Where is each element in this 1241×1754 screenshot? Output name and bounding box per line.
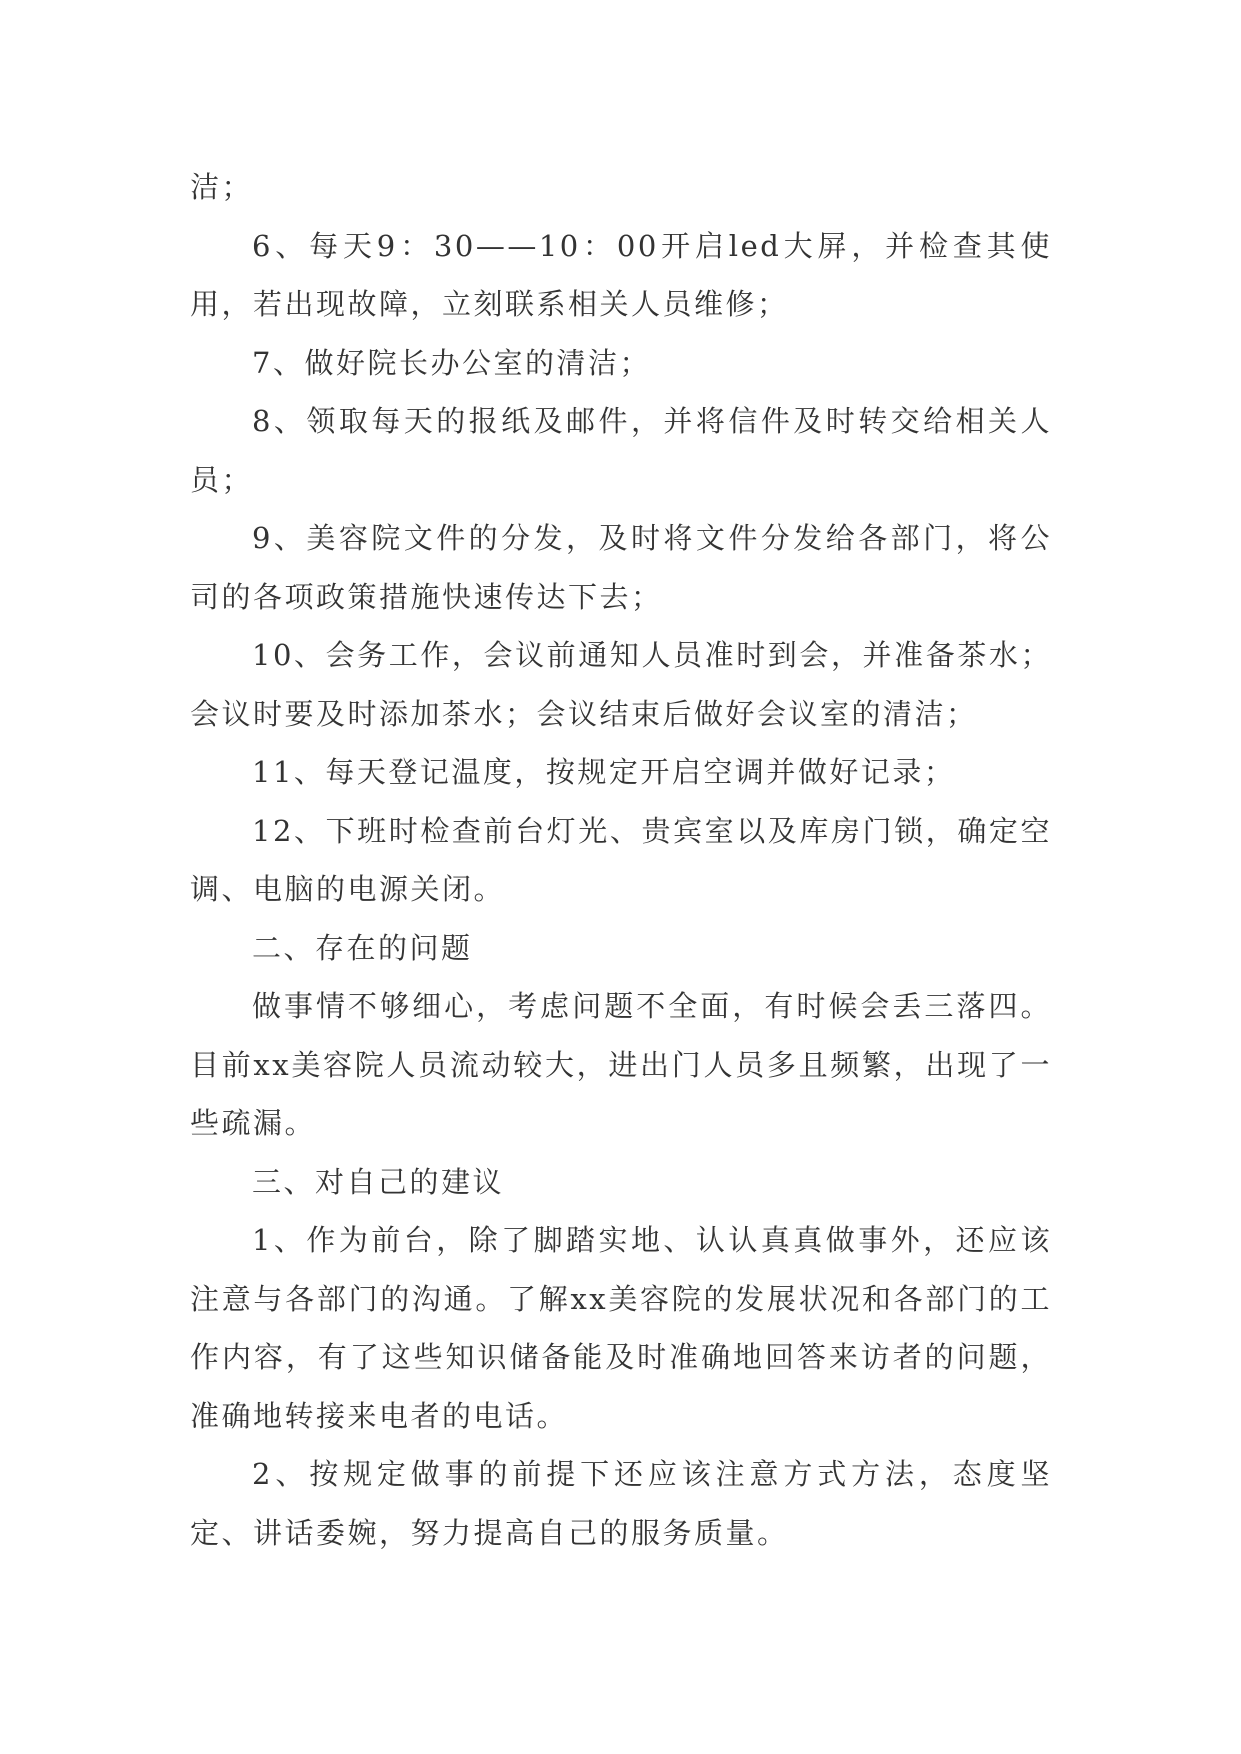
paragraph-suggestion-2: 2、按规定做事的前提下还应该注意方式方法，态度坚定、讲话委婉，努力提高自己的服务质量。 (190, 1457, 1052, 1550)
paragraph-problems: 做事情不够细心，考虑问题不全面，有时候会丢三落四。目前xx美容院人员流动较大，进出门人员多且频繁，出现了一些疏漏。 (190, 989, 1052, 1140)
document-body (190, 158, 1052, 1562)
paragraph-item-8: 8、领取每天的报纸及邮件，并将信件及时转交给相关人员； (190, 404, 1052, 497)
paragraph-continuation: 洁； (190, 170, 254, 204)
paragraph-item-6: 6、每天9：30——10：00开启led大屏，并检查其使用，若出现故障，立刻联系相关人员维修； (190, 228, 1052, 321)
paragraph-item-10: 10、会务工作，会议前通知人员准时到会，并准备茶水；会议时要及时添加茶水；会议结束后做好会议室的清洁； (190, 638, 1052, 731)
section-heading-problems: 二、存在的问题 (252, 930, 473, 965)
paragraph-item-12: 12、下班时检查前台灯光、贵宾室以及库房门锁，确定空调、电脑的电源关闭。 (190, 813, 1052, 906)
paragraph-item-9: 9、美容院文件的分发，及时将文件分发给各部门，将公司的各项政策措施快速传达下去； (190, 521, 1052, 614)
paragraph-suggestion-1: 1、作为前台，除了脚踏实地、认认真真做事外，还应该注意与各部门的沟通。了解xx美容院的发展状况和各部门的工作内容，有了这些知识储备能及时准确地回答来访者的问题，准确地转接来电者的电话。 (190, 1223, 1052, 1433)
paragraph-item-11: 11、每天登记温度，按规定开启空调并做好记录； (252, 755, 956, 789)
section-heading-suggestions: 三、对自己的建议 (252, 1164, 505, 1199)
paragraph-item-7: 7、做好院长办公室的清洁； (252, 345, 651, 380)
